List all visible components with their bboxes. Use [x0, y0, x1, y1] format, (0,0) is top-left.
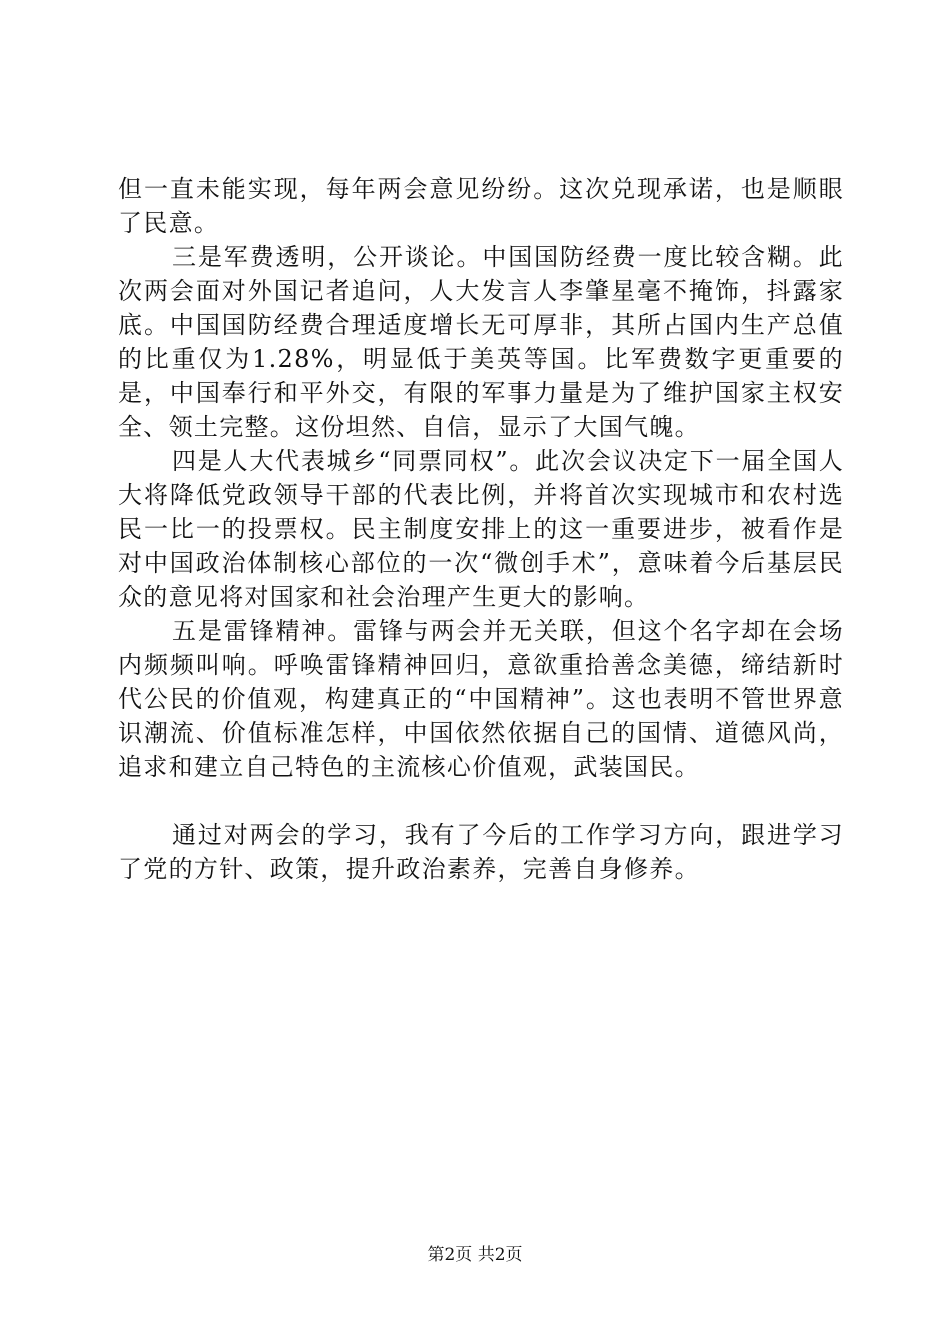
paragraph-continuation: 但一直未能实现，每年两会意见纷纷。这次兑现承诺，也是顺眼了民意。 — [118, 175, 844, 237]
paragraph-lei-feng: 五是雷锋精神。雷锋与两会并无关联，但这个名字却在会场内频频叫响。呼唤雷锋精神回归，意欲重拾善念美德，缔结新时代公民的价值观，构建真正的“中国精神”。这也表明不管世界意识潮流、价值标准怎样，中国依然依据自己的国情、道德风尚，追求和建立自己特色的主流核心价值观，武装国民。 — [118, 617, 844, 781]
paragraph-equal-voting: 四是人大代表城乡“同票同权”。此次会议决定下一届全国人大将降低党政领导干部的代表比例，并将首次实现城市和农村选民一比一的投票权。民主制度安排上的这一重要进步，被看作是对中国政治体制核心部位的一次“微创手术”，意味着今后基层民众的意见将对国家和社会治理产生更大的影响。 — [118, 447, 844, 611]
page-footer: 第2页 共2页 — [427, 1245, 523, 1265]
paragraph-conclusion: 通过对两会的学习，我有了今后的工作学习方向，跟进学习了党的方针、政策，提升政治素养，完善自身修养。 — [118, 821, 844, 883]
paragraph-military-budget: 三是军费透明，公开谈论。中国国防经费一度比较含糊。此次两会面对外国记者追问，人大发言人李肇星毫不掩饰，抖露家底。中国国防经费合理适度增长无可厚非，其所占国内生产总值的比重仅为1.28%，明显低于美英等国。比军费数字更重要的是，中国奉行和平外交，有限的军事力量是为了维护国家主权安全、领土完整。这份坦然、自信，显示了大国气魄。 — [118, 243, 844, 441]
document-body — [118, 172, 844, 886]
